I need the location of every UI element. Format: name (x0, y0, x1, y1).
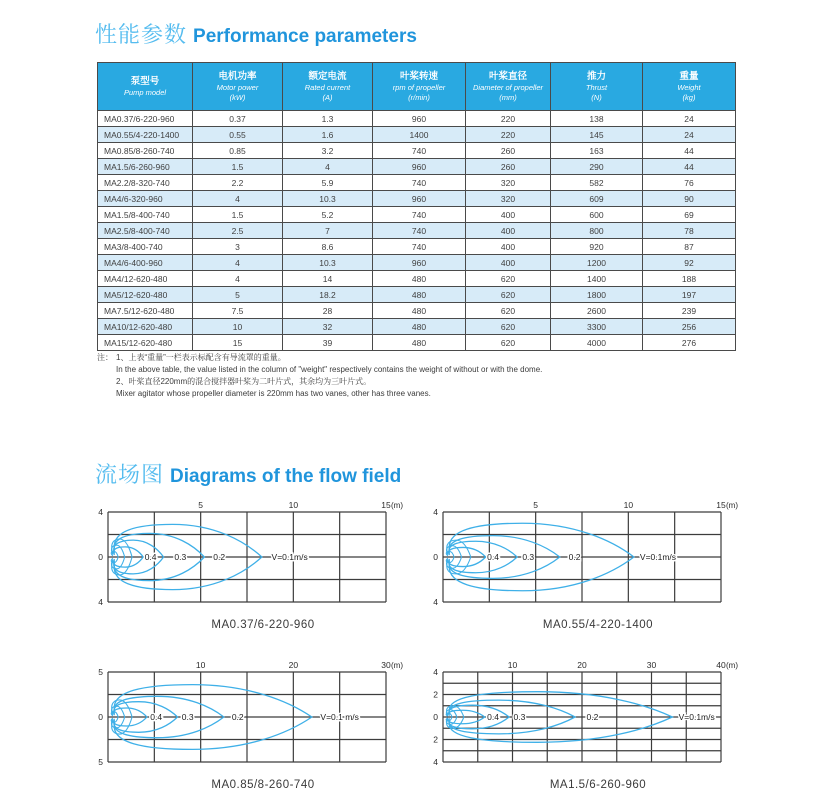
svg-text:0.3: 0.3 (513, 712, 526, 722)
svg-text:10: 10 (623, 500, 634, 510)
performance-title-en: Performance parameters (193, 26, 417, 47)
value-cell: 960 (373, 255, 466, 271)
table-row (98, 319, 736, 335)
note-line-1: 1、上表“重量”一栏表示标配含有导流罩的重量。 (116, 353, 286, 362)
value-cell: 90 (643, 191, 736, 207)
value-cell: 4 (193, 191, 283, 207)
svg-text:(m): (m) (726, 501, 738, 510)
value-cell: 138 (551, 111, 643, 127)
value-cell: 320 (466, 175, 551, 191)
value-cell: 3300 (551, 319, 643, 335)
value-cell: 92 (643, 255, 736, 271)
pump-model-cell: MA0.85/8-260-740 (98, 143, 193, 159)
svg-text:4: 4 (433, 667, 438, 677)
svg-text:5: 5 (98, 757, 103, 767)
performance-table-head (98, 63, 736, 111)
value-cell: 0.37 (193, 111, 283, 127)
pump-model-cell: MA4/6-400-960 (98, 255, 193, 271)
svg-text:0: 0 (433, 552, 438, 562)
value-cell: 920 (551, 239, 643, 255)
value-cell: 4000 (551, 335, 643, 351)
value-cell: 197 (643, 287, 736, 303)
flow-diagram-3-plot (88, 658, 418, 776)
svg-text:5: 5 (98, 667, 103, 677)
value-cell: 400 (466, 239, 551, 255)
svg-text:5: 5 (198, 500, 204, 510)
value-cell: 220 (466, 127, 551, 143)
performance-table-body (98, 111, 736, 351)
value-cell: 163 (551, 143, 643, 159)
svg-text:30: 30 (646, 660, 657, 670)
flow-field-title-en: Diagrams of the flow field (170, 466, 402, 487)
pump-model-cell: MA0.37/6-220-960 (98, 111, 193, 127)
value-cell: 320 (466, 191, 551, 207)
table-notes (97, 352, 717, 400)
note-line-2: In the above table, the value listed in the column of "weight" respectively contains the weight of without or with the dome. (116, 365, 543, 374)
flow-diagram-2 (423, 498, 753, 631)
column-header: 推力 Thrust (N) (551, 63, 643, 111)
value-cell: 1.6 (283, 127, 373, 143)
value-cell: 290 (551, 159, 643, 175)
value-cell: 10 (193, 319, 283, 335)
value-cell: 480 (373, 303, 466, 319)
value-cell: 5.2 (283, 207, 373, 223)
pump-model-cell: MA1.5/8-400-740 (98, 207, 193, 223)
svg-text:40: 40 (716, 660, 726, 670)
value-cell: 620 (466, 287, 551, 303)
svg-text:V=0.1m/s: V=0.1m/s (271, 552, 308, 562)
table-row (98, 223, 736, 239)
svg-text:4: 4 (433, 597, 438, 607)
svg-text:0.4: 0.4 (487, 552, 499, 562)
flow-field-title-zh: 流场图 (95, 462, 165, 487)
value-cell: 2.2 (193, 175, 283, 191)
value-cell: 7 (283, 223, 373, 239)
table-row (98, 159, 736, 175)
value-cell: 260 (466, 143, 551, 159)
svg-text:V=0.1 m/s: V=0.1 m/s (320, 712, 359, 722)
value-cell: 69 (643, 207, 736, 223)
svg-text:20: 20 (288, 660, 299, 670)
svg-text:(m): (m) (726, 661, 738, 670)
svg-text:10: 10 (507, 660, 518, 670)
value-cell: 188 (643, 271, 736, 287)
value-cell: 87 (643, 239, 736, 255)
value-cell: 2600 (551, 303, 643, 319)
value-cell: 740 (373, 207, 466, 223)
svg-text:30: 30 (381, 660, 391, 670)
table-row (98, 191, 736, 207)
svg-text:10: 10 (288, 500, 299, 510)
pump-model-cell: MA10/12-620-480 (98, 319, 193, 335)
table-row (98, 287, 736, 303)
svg-text:2: 2 (433, 734, 438, 745)
svg-text:2: 2 (433, 689, 438, 700)
value-cell: 76 (643, 175, 736, 191)
svg-text:0: 0 (98, 552, 103, 562)
svg-text:10: 10 (195, 660, 206, 670)
value-cell: 600 (551, 207, 643, 223)
svg-text:(m): (m) (391, 501, 403, 510)
value-cell: 260 (466, 159, 551, 175)
svg-text:0: 0 (98, 712, 103, 722)
value-cell: 256 (643, 319, 736, 335)
value-cell: 1400 (551, 271, 643, 287)
value-cell: 145 (551, 127, 643, 143)
table-row (98, 111, 736, 127)
value-cell: 4 (283, 159, 373, 175)
pump-model-cell: MA15/12-620-480 (98, 335, 193, 351)
note-line-4: Mixer agitator whose propeller diameter is 220mm has two vanes, other has three vanes. (116, 389, 431, 398)
pump-model-cell: MA3/8-400-740 (98, 239, 193, 255)
svg-text:20: 20 (577, 660, 587, 670)
value-cell: 24 (643, 127, 736, 143)
table-row (98, 143, 736, 159)
svg-text:0.2: 0.2 (586, 712, 599, 722)
table-row (98, 335, 736, 351)
flow-field-section-title (95, 458, 401, 489)
value-cell: 1.5 (193, 159, 283, 175)
value-cell: 7.5 (193, 303, 283, 319)
svg-text:V=0.1m/s: V=0.1m/s (678, 712, 715, 722)
svg-text:4: 4 (98, 597, 103, 607)
value-cell: 480 (373, 287, 466, 303)
svg-text:(m): (m) (391, 661, 403, 670)
flow-diagram-1 (88, 498, 418, 631)
value-cell: 78 (643, 223, 736, 239)
value-cell: 740 (373, 223, 466, 239)
column-header: 叶桨直径 Diameter of propeller (mm) (466, 63, 551, 111)
value-cell: 44 (643, 143, 736, 159)
svg-text:0.2: 0.2 (231, 712, 244, 722)
table-row (98, 175, 736, 191)
value-cell: 1400 (373, 127, 466, 143)
value-cell: 2.5 (193, 223, 283, 239)
flow-diagram-4 (423, 658, 753, 791)
notes-prefix: 注： (97, 353, 113, 362)
pump-model-cell: MA4/12-620-480 (98, 271, 193, 287)
value-cell: 740 (373, 143, 466, 159)
pump-model-cell: MA0.55/4-220-1400 (98, 127, 193, 143)
pump-model-cell: MA7.5/12-620-480 (98, 303, 193, 319)
column-header: 叶桨转速 rpm of propeller (r/min) (373, 63, 466, 111)
flow-diagram-2-plot (423, 498, 753, 616)
value-cell: 220 (466, 111, 551, 127)
value-cell: 10.3 (283, 255, 373, 271)
value-cell: 620 (466, 303, 551, 319)
pump-model-cell: MA2.2/8-320-740 (98, 175, 193, 191)
value-cell: 4 (193, 255, 283, 271)
value-cell: 1800 (551, 287, 643, 303)
flow-diagram-3-caption: MA0.85/8-260-740 (211, 779, 315, 791)
svg-text:V=0.1m/s: V=0.1m/s (639, 552, 677, 562)
value-cell: 620 (466, 335, 551, 351)
value-cell: 1.5 (193, 207, 283, 223)
table-row (98, 239, 736, 255)
value-cell: 960 (373, 159, 466, 175)
svg-text:0.2: 0.2 (568, 552, 581, 562)
value-cell: 3 (193, 239, 283, 255)
svg-text:0.3: 0.3 (522, 552, 535, 562)
value-cell: 960 (373, 111, 466, 127)
value-cell: 8.6 (283, 239, 373, 255)
table-row (98, 207, 736, 223)
value-cell: 24 (643, 111, 736, 127)
value-cell: 740 (373, 239, 466, 255)
svg-text:0.3: 0.3 (174, 552, 187, 562)
value-cell: 609 (551, 191, 643, 207)
value-cell: 39 (283, 335, 373, 351)
value-cell: 276 (643, 335, 736, 351)
value-cell: 15 (193, 335, 283, 351)
value-cell: 480 (373, 335, 466, 351)
value-cell: 10.3 (283, 191, 373, 207)
pump-model-cell: MA1.5/6-260-960 (98, 159, 193, 175)
svg-text:0.2: 0.2 (213, 552, 226, 562)
value-cell: 32 (283, 319, 373, 335)
value-cell: 480 (373, 319, 466, 335)
value-cell: 14 (283, 271, 373, 287)
column-header: 额定电流 Rated current (A) (283, 63, 373, 111)
svg-text:0.4: 0.4 (487, 712, 499, 722)
value-cell: 0.55 (193, 127, 283, 143)
value-cell: 5.9 (283, 175, 373, 191)
column-header: 电机功率 Motor power (kW) (193, 63, 283, 111)
value-cell: 5 (193, 287, 283, 303)
svg-text:4: 4 (433, 507, 438, 517)
value-cell: 960 (373, 191, 466, 207)
performance-section-title (95, 18, 417, 49)
value-cell: 239 (643, 303, 736, 319)
svg-text:0: 0 (433, 712, 438, 722)
value-cell: 1200 (551, 255, 643, 271)
flow-diagram-4-plot (423, 658, 753, 776)
performance-table (97, 62, 736, 351)
flow-diagram-3 (88, 658, 418, 791)
svg-text:15: 15 (381, 500, 391, 510)
column-header: 泵型号 Pump model (98, 63, 193, 111)
table-row (98, 271, 736, 287)
flow-diagram-2-caption: MA0.55/4-220-1400 (542, 619, 654, 631)
note-line-3: 2、叶桨直径220mm的混合搅拌器叶桨为二叶片式，其余均为三叶片式。 (116, 377, 372, 386)
value-cell: 3.2 (283, 143, 373, 159)
value-cell: 480 (373, 271, 466, 287)
svg-text:0.4: 0.4 (150, 712, 163, 722)
svg-text:4: 4 (98, 507, 103, 517)
value-cell: 620 (466, 271, 551, 287)
value-cell: 18.2 (283, 287, 373, 303)
value-cell: 400 (466, 223, 551, 239)
table-row (98, 303, 736, 319)
pump-model-cell: MA5/12-620-480 (98, 287, 193, 303)
flow-diagram-4-caption: MA1.5/6-260-960 (549, 779, 647, 791)
pump-model-cell: MA4/6-320-960 (98, 191, 193, 207)
value-cell: 4 (193, 271, 283, 287)
svg-text:4: 4 (433, 757, 438, 767)
table-row (98, 127, 736, 143)
value-cell: 0.85 (193, 143, 283, 159)
flow-diagram-1-caption: MA0.37/6-220-960 (211, 619, 315, 631)
value-cell: 400 (466, 255, 551, 271)
column-header: 重量 Weight (kg) (643, 63, 736, 111)
value-cell: 28 (283, 303, 373, 319)
value-cell: 1.3 (283, 111, 373, 127)
table-row (98, 255, 736, 271)
value-cell: 800 (551, 223, 643, 239)
value-cell: 44 (643, 159, 736, 175)
flow-diagram-1-plot (88, 498, 418, 616)
value-cell: 582 (551, 175, 643, 191)
performance-title-zh: 性能参数 (95, 22, 188, 47)
value-cell: 620 (466, 319, 551, 335)
svg-text:15: 15 (716, 500, 726, 510)
svg-text:0.3: 0.3 (181, 712, 194, 722)
header-row (98, 63, 736, 111)
value-cell: 740 (373, 175, 466, 191)
value-cell: 400 (466, 207, 551, 223)
svg-text:0.4: 0.4 (144, 552, 157, 562)
svg-text:5: 5 (533, 500, 539, 510)
pump-model-cell: MA2.5/8-400-740 (98, 223, 193, 239)
